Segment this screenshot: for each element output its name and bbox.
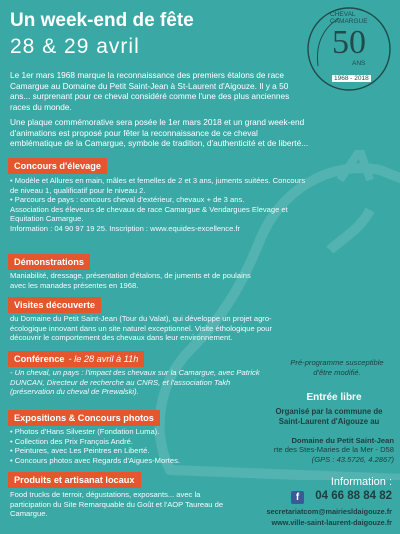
- intro-text: [10, 70, 310, 154]
- section-body-visites: du Domaine du Petit Saint-Jean (Tour du Valat), qui développe un projet agro-écologique innovant dans un site naturel exceptionnel. Visite éthologique pour découvrir le comportement des chevaux dans leur environnement.: [10, 314, 273, 343]
- list-item: • Collection des Prix François André.: [10, 437, 250, 447]
- website-link[interactable]: www.ville-saint-laurent-daigouze.fr: [271, 518, 392, 527]
- section-body-produits: Food trucks de terroir, dégustations, exposants... avec la participation du Site Remarquable du Goût et l'AOP Taureau de Camargue.: [10, 490, 224, 519]
- information-label: Information :: [330, 476, 392, 488]
- organizer: Organisé par la commune de Saint-Laurent d'Aigouze au: [275, 407, 383, 426]
- section-header-conference: Conférence - le 28 avril à 11h: [8, 351, 144, 367]
- event-dates: 28 & 29 avril: [10, 35, 140, 58]
- section-header-produits: Produits et artisanat locaux: [8, 472, 141, 488]
- list-item: • Peintures, avec Les Peintres en Liberté.: [10, 446, 250, 456]
- section-body-concours: • Modèle et Allures en main, mâles et femelles de 2 et 3 ans, juments suitées. Concours de niveau 1, qualificatif pour le niveau 2. • Parcours de pays : concours cheval d'extérieur, chevaux + de 3 ans. Association des éleveurs de chevaux de race Camargue & Vendargues Elevage et Equitation Camargue. Information : 04 90 97 19 25. Inscription : www.equides-excellence.fr: [10, 176, 306, 233]
- event-title: Un week-end de fête: [10, 10, 194, 31]
- email-link[interactable]: secretariatcom@mairiesldaigouze.fr: [266, 507, 392, 516]
- pre-programme-note: Pré-programme susceptible d'être modifié.: [290, 358, 384, 377]
- list-item: • Photos d'Hans Silvester (Fondation Luma).: [10, 427, 250, 437]
- section-header-expositions: Expositions & Concours photos: [8, 410, 160, 426]
- section-header-demonstrations: Démonstrations: [8, 254, 90, 270]
- facebook-icon[interactable]: f: [291, 491, 304, 504]
- list-item: • Concours photos avec Regards d'Aigues-Mortes.: [10, 456, 250, 466]
- conference-date: - le 28 avril à 11h: [68, 354, 139, 364]
- section-body-expositions: [10, 427, 250, 465]
- anniversary-logo: CHEVAL CAMARGUE 50 ANS 1968 - 2018: [304, 4, 394, 94]
- section-body-conference: - Un cheval, un pays : l'impact des chevaux sur la Camargue, avec Patrick DUNCAN, Directeur de recherche au CNRS, et l'association Takh (préservation du cheval de Prewalski).: [10, 368, 260, 397]
- free-entry: Entrée libre: [306, 392, 362, 403]
- intro-paragraph-1: Le 1er mars 1968 marque la reconnaissance des premiers étalons de race Camargue au Domaine du Petit Saint-Jean à St-Laurent d'Aigouze. Il y a 50 ans... surprenant pour ce cheval considéré comme l'une des plus anciennes races du monde.: [10, 70, 290, 112]
- intro-paragraph-2: Une plaque commémorative sera posée le 1er mars 2018 et un grand week-end d'animations est proposé pour fêter la reconnaissance de ce cheval emblématique de la Camargue, symbole de tradition, d'authenticité et de liberté...: [10, 117, 309, 148]
- section-header-concours: Concours d'élevage: [8, 158, 107, 174]
- section-header-visites: Visites découverte: [8, 297, 101, 313]
- section-body-demonstrations: Maniabilité, dressage, présentation d'étalons, de juments et de poulains avec les manades présentes en 1968.: [10, 271, 251, 290]
- phone-number[interactable]: 04 66 88 84 82: [315, 490, 392, 502]
- venue: Domaine du Petit Saint-Jean rte des Stes-Maries de la Mer - D58 (GPS : 43.5726, 4.2867): [273, 436, 394, 464]
